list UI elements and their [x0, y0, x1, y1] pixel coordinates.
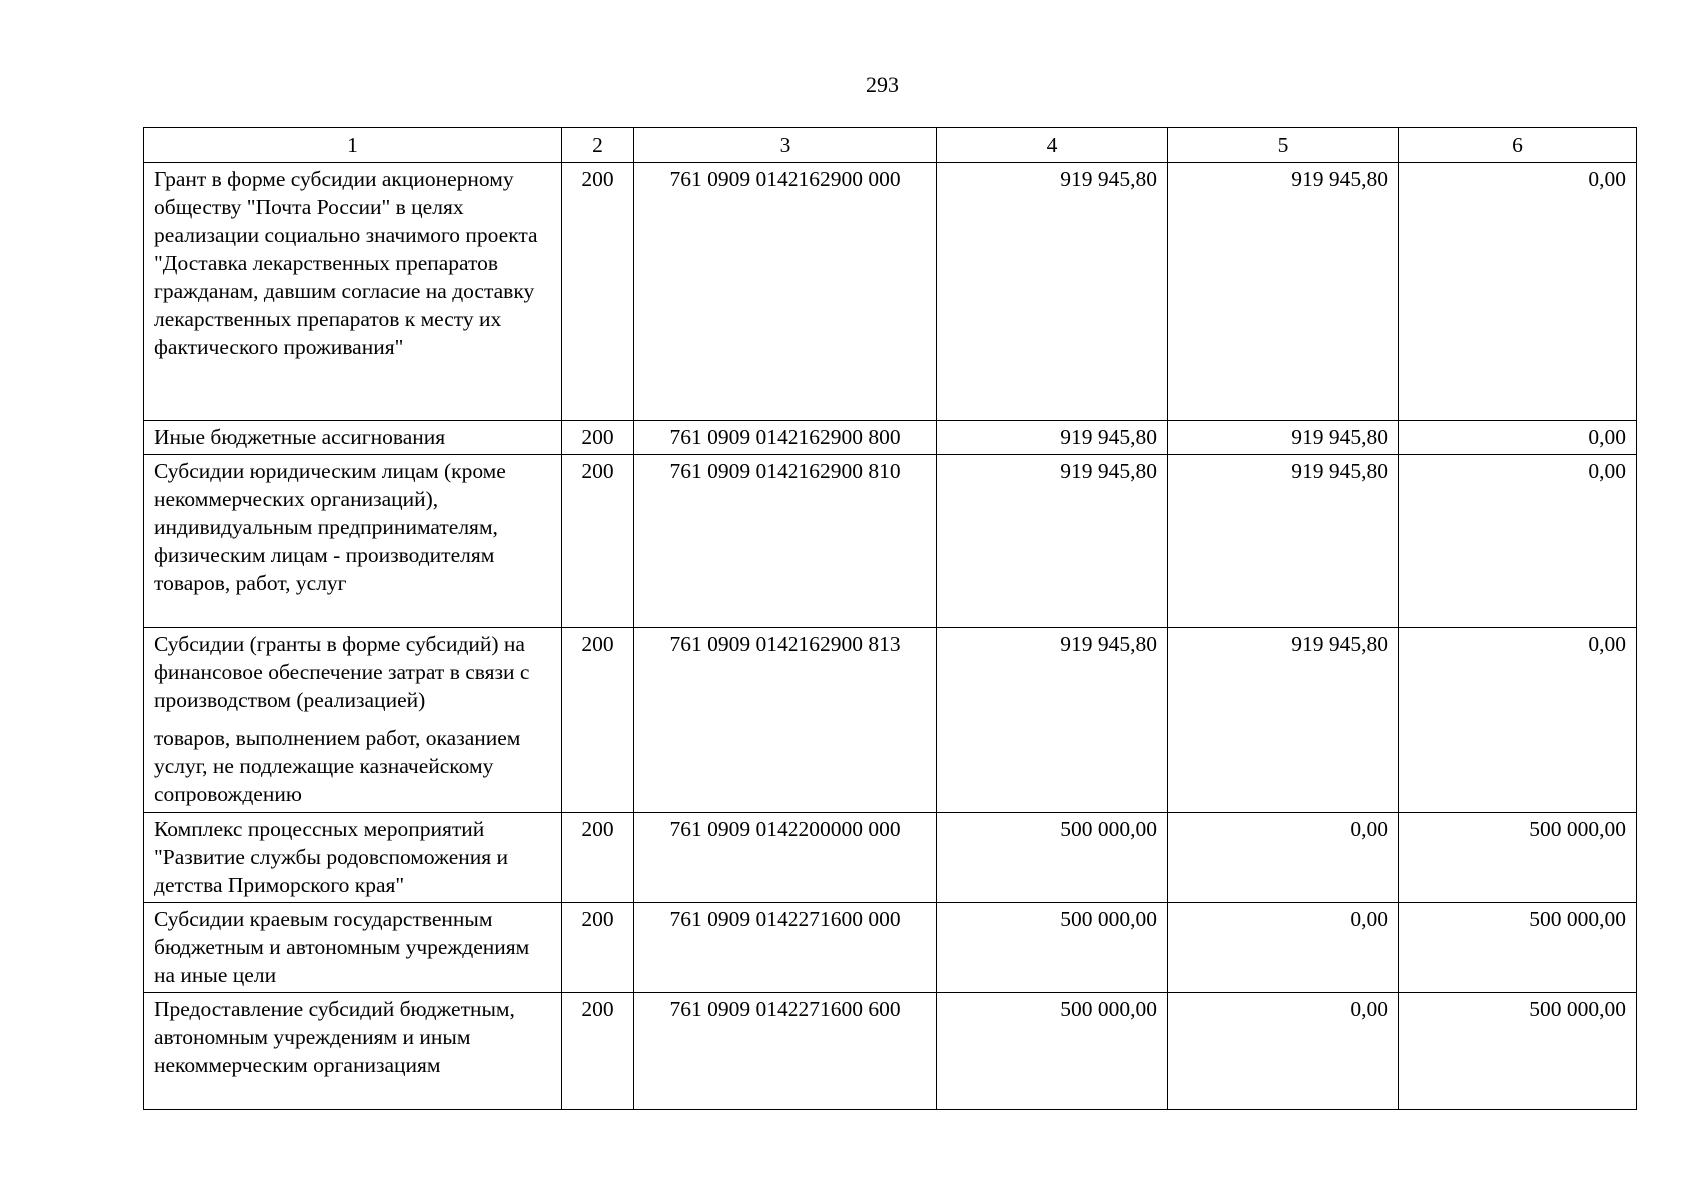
column-header-2: 2	[562, 128, 634, 163]
column-header-4: 4	[937, 128, 1168, 163]
column-header-5: 5	[1168, 128, 1399, 163]
row-col6-cell: 0,00	[1399, 455, 1637, 628]
row-kbk-cell: 761 0909 0142200000 000	[634, 813, 937, 903]
row-col5-cell: 919 945,80	[1168, 163, 1399, 421]
row-col4-cell: 919 945,80	[937, 421, 1168, 455]
page-number: 293	[866, 72, 899, 97]
row-col5-cell: 0,00	[1168, 993, 1399, 1110]
table-row	[144, 628, 1637, 813]
row-code-cell: 200	[562, 993, 634, 1110]
row-name-cell: Субсидии юридическим лицам (кроме некоммерческих организаций), индивидуальным предпринимателям, физическим лицам - производителям товаров, работ, услуг	[144, 455, 562, 628]
table-row	[144, 421, 1637, 455]
budget-table	[143, 127, 1637, 1110]
table-row	[144, 455, 1637, 628]
table-row	[144, 813, 1637, 903]
table-row	[144, 993, 1637, 1110]
row-kbk-cell: 761 0909 0142162900 813	[634, 628, 937, 813]
row-col5-cell: 919 945,80	[1168, 421, 1399, 455]
row-col6-cell: 0,00	[1399, 628, 1637, 813]
row-col5-cell: 919 945,80	[1168, 455, 1399, 628]
row-kbk-cell: 761 0909 0142162900 000	[634, 163, 937, 421]
row-col6-cell: 0,00	[1399, 421, 1637, 455]
row-kbk-cell: 761 0909 0142271600 000	[634, 903, 937, 993]
row-name-cell: Предоставление субсидий бюджетным, автономным учреждениям и иным некоммерческим организациям	[144, 993, 562, 1110]
table-row	[144, 903, 1637, 993]
row-code-cell: 200	[562, 628, 634, 813]
row-col4-cell: 500 000,00	[937, 993, 1168, 1110]
row-code-cell: 200	[562, 163, 634, 421]
row-col6-cell: 500 000,00	[1399, 813, 1637, 903]
row-name-cell: Комплекс процессных мероприятий "Развитие службы родовспоможения и детства Приморского края"	[144, 813, 562, 903]
row-col5-cell: 0,00	[1168, 813, 1399, 903]
row-code-cell: 200	[562, 455, 634, 628]
row-name-cell	[144, 628, 562, 813]
table-header-row	[144, 128, 1637, 163]
row-code-cell: 200	[562, 421, 634, 455]
column-header-1: 1	[144, 128, 562, 163]
row-code-cell: 200	[562, 903, 634, 993]
column-header-3: 3	[634, 128, 937, 163]
row-col4-cell: 500 000,00	[937, 813, 1168, 903]
table-row	[144, 163, 1637, 421]
row-name-cell: Иные бюджетные ассигнования	[144, 421, 562, 455]
row-col5-cell: 0,00	[1168, 903, 1399, 993]
row-kbk-cell: 761 0909 0142162900 800	[634, 421, 937, 455]
row-kbk-cell: 761 0909 0142162900 810	[634, 455, 937, 628]
row-kbk-cell: 761 0909 0142271600 600	[634, 993, 937, 1110]
row-name-continuation: товаров, выполнением работ, оказанием услуг, не подлежащие казначейскому сопровождению	[154, 726, 521, 806]
row-col6-cell: 0,00	[1399, 163, 1637, 421]
row-col6-cell: 500 000,00	[1399, 993, 1637, 1110]
row-col4-cell: 919 945,80	[937, 163, 1168, 421]
row-col4-cell: 500 000,00	[937, 903, 1168, 993]
column-header-6: 6	[1399, 128, 1637, 163]
row-col5-cell: 919 945,80	[1168, 628, 1399, 813]
row-name-cell: Грант в форме субсидии акционерному обществу "Почта России" в целях реализации социально значимого проекта "Доставка лекарственных препаратов гражданам, давшим согласие на доставку лекарственных препаратов к месту их фактического проживания"	[144, 163, 562, 421]
row-col4-cell: 919 945,80	[937, 628, 1168, 813]
row-name-cell: Субсидии краевым государственным бюджетным и автономным учреждениям на иные цели	[144, 903, 562, 993]
row-col6-cell: 500 000,00	[1399, 903, 1637, 993]
row-code-cell: 200	[562, 813, 634, 903]
row-col4-cell: 919 945,80	[937, 455, 1168, 628]
row-name-text: Субсидии (гранты в форме субсидий) на финансовое обеспечение затрат в связи с производством (реализацией)	[154, 632, 530, 712]
